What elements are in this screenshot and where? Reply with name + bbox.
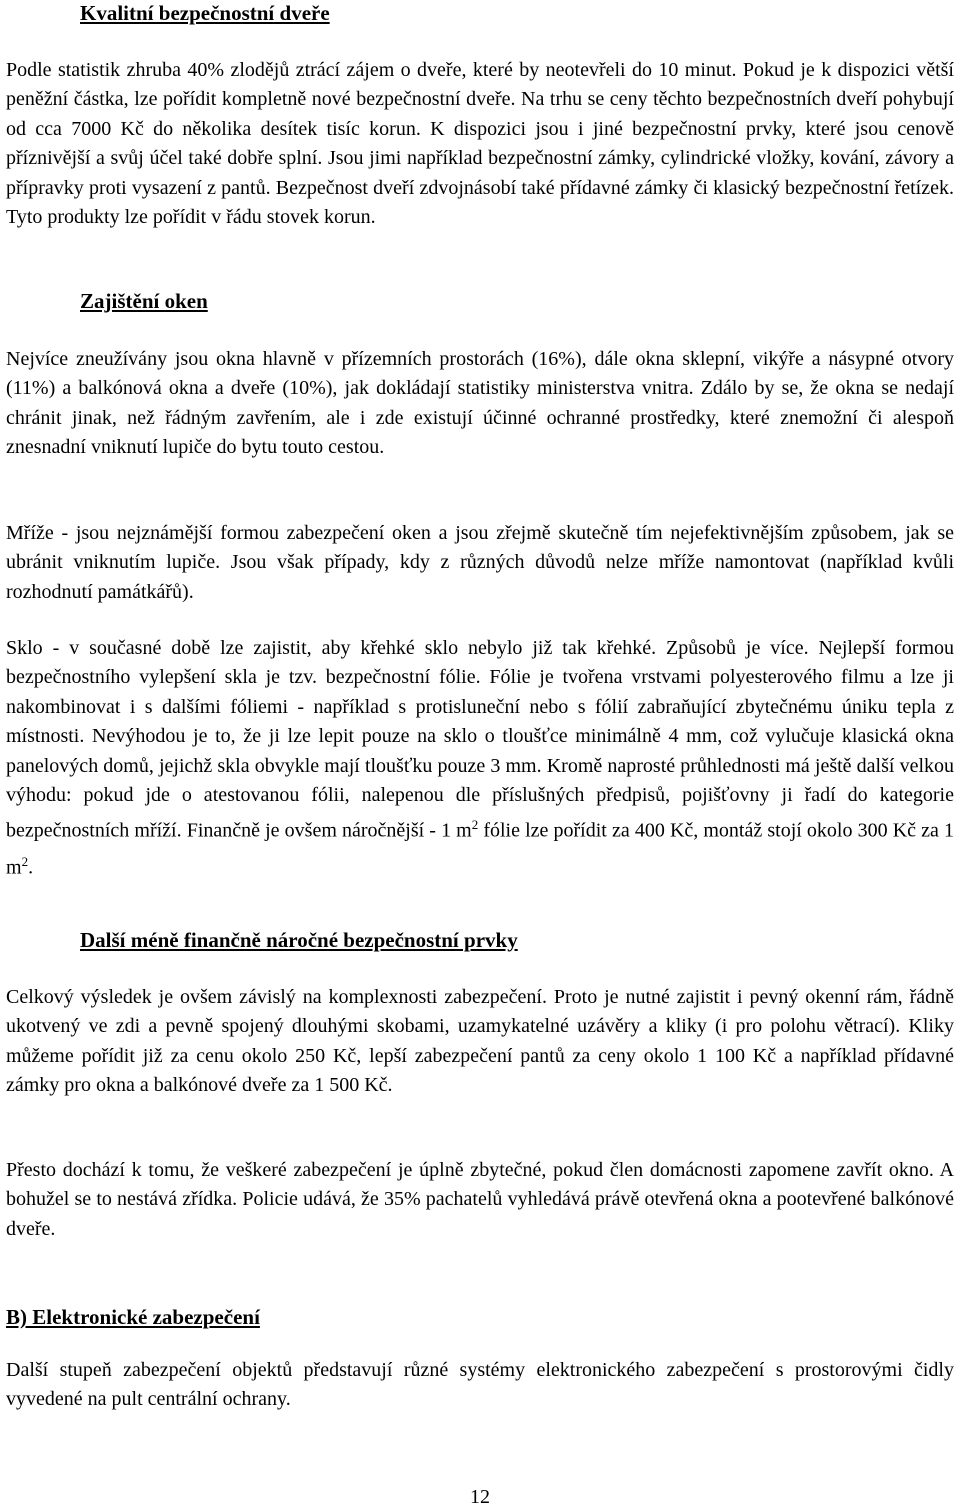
paragraph-doors: Podle statistik zhruba 40% zlodějů ztrácí zájem o dveře, které by neotevřeli do 10 minut. Pokud je k dispozici větší peněžní částka, lze pořídit kompletně nové bezpečnostní dveře. Na trhu se ceny těchto bezpečnostních dveří pohybují od cca 7000 Kč do několika desítek tisíc korun. K dispozici jsou i jiné bezpečnostní prvky, které jsou cenově příznivější a svůj účel také dobře splní. Jsou jimi například bezpečnostní zámky, cylindrické vložky, kování, závory a přípravky proti vysazení z pantů. Bezpečnost dveří zdvojnásobí také přídavné zámky či klasický bezpečnostní řetízek. Tyto produkty lze pořídit v řádu stovek korun. — [6, 59, 954, 229]
heading-windows: Zajištění oken — [80, 289, 208, 313]
glass-text-main: Sklo - v současné době lze zajistit, aby křehké sklo nebylo již tak křehké. Způsobů je více. Nejlepší formou bezpečnostního vylepšení skla je tzv. bezpečnostní fólie. Fólie je tvořena vrstvami polyesterového filmu a lze ji nakombinovat i s dalšími fóliemi - například s protislunеční nebo s fólií zabraňující zbytečnému úniku tepla z místnosti. Nevýhodou je to, že ji lze lepit pouze na sklo o tloušťce minimálně 4 mm, což vylučuje klasická okna panelových domů, jejichž skla obvykle mají tloušťku pouze 3 mm. Kromě naprosté průhlednosti má ještě další velkou výhodu: pokud jde o atestovanou fólii, nalepenou dle příslušných předpisů, pojišťovny ji řadí do kategorie bezpečnostních mříží. Finančně je ovšem náročnější - 1 m — [6, 637, 954, 843]
heading-doors: Kvalitní bezpečnostní dveře — [80, 1, 330, 25]
heading-other-elements: Další méně finančně náročné bezpečnostní prvky — [80, 928, 518, 952]
heading-electronic: B) Elektronické zabezpečení — [6, 1305, 260, 1329]
page-number: 12 — [470, 1486, 490, 1508]
glass-text-mid: fólie lze pořídit za 400 Kč, montáž stojí okolo 300 Kč za 1 m — [6, 820, 954, 879]
paragraph-open-windows: Přesto dochází k tomu, že veškeré zabezpečení je úplně zbytečné, pokud člen domácnosti zapomene zavřít okno. A bohužel se to nestává zřídka. Policie udává, že 35% pachatelů vyhledává právě otevřená okna a pootevřené balkónové dveře. — [6, 1159, 954, 1240]
superscript-square-2: 2 — [21, 853, 29, 869]
paragraph-bars: Mříže - jsou nejznámější formou zabezpečení oken a jsou zřejmě skutečně tím nejefektivnějším způsobem, jak se ubránit vniknutím lupiče. Jsou však případy, kdy z různých důvodů nelze mříže namontovat (například kvůli rozhodnutí památkářů). — [6, 522, 954, 603]
superscript-square-1: 2 — [471, 817, 479, 833]
paragraph-glass — [6, 634, 954, 883]
paragraph-frame-locks: Celkový výsledek je ovšem závislý na komplexnosti zabezpečení. Proto je nutné zajistit i pevný okenní rám, řádně ukotvený ve zdi a pevně spojený dlouhými skobami, uzamykatelné uzávěry a kliky (i pro polohu větrací). Kliky můžeme pořídit již za cenu okolo 250 Kč, lepší zabezpečení pantů za ceny okolo 1 100 Kč a například přídavné zámky pro okna a balkónové dveře za 1 500 Kč. — [6, 986, 954, 1097]
paragraph-windows-intro: Nejvíce zneužívány jsou okna hlavně v přízemních prostorách (16%), dále okna sklepní, vikýře a násypné otvory (11%) a balkónová okna a dveře (10%), jak dokládají statistiky ministerstva vnitra. Zdálo by se, že okna se nedají chránit jinak, než řádným zavřením, ale i zde existují účinné ochranné prostředky, které znemožní či alespoň znesnadní vniknutí lupiče do bytu touto cestou. — [6, 348, 954, 459]
paragraph-electronic: Další stupeň zabezpečení objektů představují různé systémy elektronického zabezpečení s prostorovými čidly vyvedené na pult centrální ochrany. — [6, 1359, 954, 1411]
glass-text-end: . — [28, 856, 34, 879]
